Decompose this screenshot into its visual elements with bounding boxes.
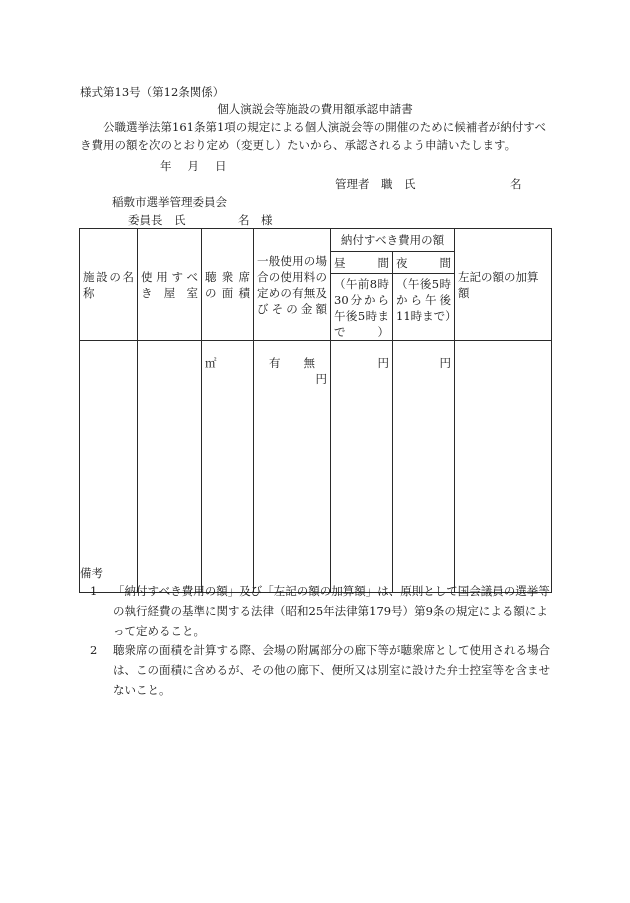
header-seat-area: 聴衆席の面積 [202, 229, 254, 341]
header-night: 夜 間 [393, 252, 455, 274]
header-day: 昼 間 [331, 252, 393, 274]
note-number: 2 [90, 643, 98, 657]
form-number: 様式第13号（第12条関係） [80, 85, 225, 99]
cell-general-fee [254, 341, 331, 593]
note-text: 「納付すべき費用の額」及び「左記の額の加算額」は、原則として国会議員の選挙等の執行経費の基準に関する法律（昭和25年法律第179号）第9条の規定による額によって定めること。 [113, 584, 550, 638]
manager-label: 管理者 職 氏 [335, 177, 416, 191]
cell-room [138, 341, 202, 593]
committee-name: 稲敷市選挙管理委員会 [112, 195, 227, 209]
fee-table [79, 228, 552, 593]
header-payment: 納付すべき費用の額 [331, 229, 455, 252]
notes-title: 備考 [80, 566, 103, 580]
note-item-1 [90, 581, 552, 641]
fee-presence: 有 無 [269, 356, 315, 370]
cell-seat-area [202, 341, 254, 593]
manager-name-suffix: 名 [510, 177, 522, 191]
header-day-time: （午前8時30分から午後5時まで） [331, 274, 393, 341]
note-item-2 [90, 640, 552, 700]
date-day: 日 [215, 159, 227, 173]
manager-signature-row [335, 176, 522, 192]
date-month: 月 [187, 159, 199, 173]
chair-row [128, 212, 273, 228]
cell-additional [455, 341, 552, 593]
header-facility-name: 施設の名称 [80, 229, 138, 341]
header-night-time: （午後5時から午後11時まで） [393, 274, 455, 341]
note-text: 聴衆席の面積を計算する際、会場の附属部分の廊下等が聴衆席として使用される場合は、この面積に含めるが、その他の廊下、便所又は別室に設けた弁士控室等を含ませないこと。 [113, 643, 550, 697]
chair-suffix: 名 様 [238, 213, 273, 227]
date-row [160, 158, 227, 174]
chair-label: 委員長 氏 [128, 213, 186, 227]
cell-facility-name [80, 341, 138, 593]
date-year: 年 [160, 159, 172, 173]
header-general-fee: 一般使用の場合の使用料の定めの有無及びその金額 [254, 229, 331, 341]
note-number: 1 [90, 584, 98, 598]
fee-unit: 円 [315, 372, 327, 386]
night-unit: 円 [439, 356, 451, 370]
area-unit: ㎡ [205, 356, 217, 370]
document-title: 個人演説会等施設の費用額承認申請書 [217, 102, 413, 116]
table-row [80, 341, 552, 593]
day-unit: 円 [377, 356, 389, 370]
intro-paragraph: 公職選挙法第161条第1項の規定による個人演説会等の開催のために候補者が納付すべき費用の額を次のとおり定め（変更し）たいから、承認されるよう申請いたします。 [80, 120, 547, 152]
header-additional: 左記の額の加算額 [455, 229, 552, 341]
header-room: 使用すべき屋室 [138, 229, 202, 341]
cell-day-fee [331, 341, 393, 593]
cell-night-fee [393, 341, 455, 593]
